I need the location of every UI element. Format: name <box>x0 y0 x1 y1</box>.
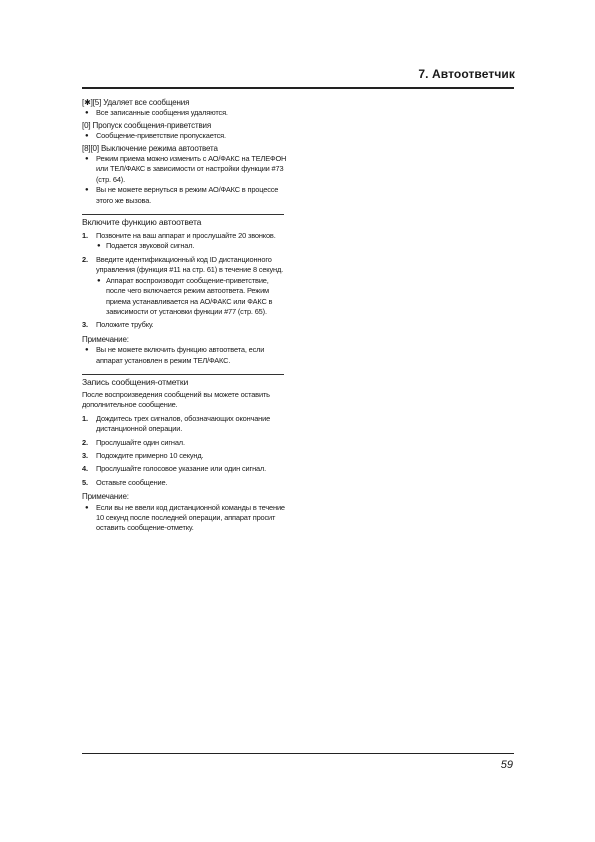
step-item <box>82 231 287 241</box>
list-item: ● Все записанные сообщения удаляются. <box>82 108 287 118</box>
list-item: ● Подается звуковой сигнал. <box>82 241 287 251</box>
step-text: Прослушайте голосовое указание или один сигнал. <box>96 464 267 474</box>
footer-rule <box>82 753 514 754</box>
step-text: Положите трубку. <box>96 320 154 330</box>
list-item: ● Вы не можете включить функцию автоответа, если аппарат установлен в режим ТЕЛ/ФАКС. <box>82 345 287 366</box>
step-number: 3. <box>82 320 88 330</box>
list-item: ● Режим приема можно изменить с АО/ФАКС на ТЕЛЕФОН или ТЕЛ/ФАКС в зависимости от настройки функции #73 (стр. 64). <box>82 154 287 185</box>
list-item: ● Сообщение-приветствие пропускается. <box>82 131 287 141</box>
section-intro: После воспроизведения сообщений вы можете оставить дополнительное сообщение. <box>82 389 270 410</box>
page-number: 59 <box>500 759 513 771</box>
step-item <box>82 414 287 435</box>
step-item <box>82 320 287 330</box>
main-content <box>82 96 287 534</box>
note-label: Примечание: <box>82 334 129 344</box>
step-number: 5. <box>82 477 88 487</box>
list-item: ● Если вы не ввели код дистанционной команды в течение 10 секунд после последней операции, аппарат просит оставить сообщение-отметку. <box>82 503 287 534</box>
section-title-enable-answering: Включите функцию автоответа <box>82 217 202 228</box>
step-number: 4. <box>82 464 88 474</box>
step-number: 1. <box>82 231 88 241</box>
list-item: ● Аппарат воспроизводит сообщение-приветствие, после чего включается режим автоответа. Режим приема устанавливается на АО/ФАКС или ФАКС в зависимости от установки функции #77 (стр. 65). <box>82 276 287 318</box>
section-divider <box>82 214 284 215</box>
command-delete-all: [✱][5] Удаляет все сообщения <box>82 98 190 107</box>
step-number: 3. <box>82 450 88 460</box>
step-text: Позвоните на ваш аппарат и прослушайте 20 звонков. <box>96 231 276 241</box>
step-text: Введите идентификационный код ID дистанционного управления (функция #11 на стр. 61) в течение 8 секунд. <box>96 254 284 275</box>
command-disable-answering: [8][0] Выключение режима автоответа <box>82 143 218 153</box>
step-item <box>82 438 287 448</box>
step-text: Подождите примерно 10 секунд. <box>96 450 204 460</box>
step-number: 2. <box>82 254 88 264</box>
step-number: 1. <box>82 413 88 423</box>
header-rule <box>82 87 514 89</box>
chapter-title: 7. Автоответчик <box>418 67 515 81</box>
command-skip-greeting: [0] Пропуск сообщения-приветствия <box>82 120 212 130</box>
step-text: Прослушайте один сигнал. <box>96 437 185 447</box>
section-title-record-memo: Запись сообщения-отметки <box>82 376 189 387</box>
step-item <box>82 451 287 461</box>
step-item <box>82 478 287 488</box>
list-item: ● Вы не можете вернуться в режим АО/ФАКС в процессе этого же вызова. <box>82 185 287 206</box>
step-item <box>82 255 287 276</box>
step-text: Оставьте сообщение. <box>96 477 168 487</box>
note-label: Примечание: <box>82 492 129 502</box>
section-divider <box>82 374 284 375</box>
step-text: Дождитесь трех сигналов, обозначающих окончание дистанционной операции. <box>96 413 271 434</box>
step-number: 2. <box>82 437 88 447</box>
step-item <box>82 464 287 474</box>
